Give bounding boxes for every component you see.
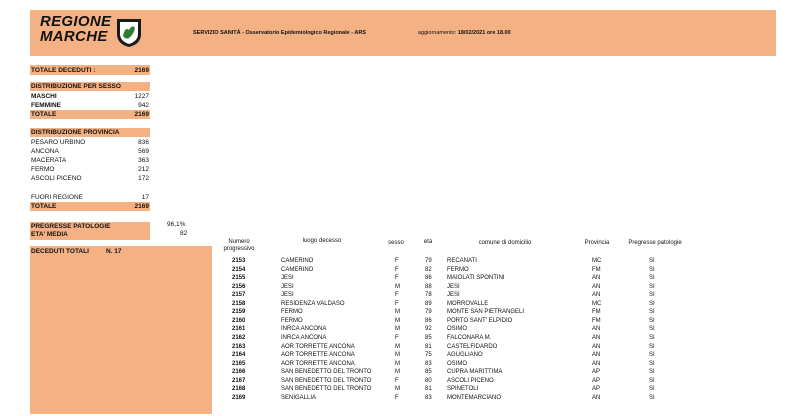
cell-sesso: F bbox=[395, 275, 399, 282]
provincia-title: DISTRIBUZIONE PROVINCIA bbox=[31, 129, 120, 136]
cell-patologie: SI bbox=[649, 369, 655, 376]
cell-provincia: AN bbox=[592, 360, 601, 367]
cell-numero: 2168 bbox=[232, 386, 246, 393]
cell-patologie: SI bbox=[649, 309, 655, 316]
cell-patologie: SI bbox=[649, 317, 655, 324]
cell-eta: 81 bbox=[425, 386, 432, 393]
provincia-value: 363 bbox=[138, 157, 149, 164]
cell-comune: SPINETOLI bbox=[447, 386, 479, 393]
cell-provincia: AN bbox=[592, 275, 601, 282]
cell-patologie: SI bbox=[649, 283, 655, 290]
provincia-label: MACERATA bbox=[31, 157, 67, 164]
sesso-total-value: 2169 bbox=[134, 111, 149, 118]
cell-sesso: F bbox=[395, 258, 399, 264]
sesso-label: FEMMINE bbox=[31, 102, 61, 109]
cell-eta: 85 bbox=[425, 369, 432, 376]
cell-luogo: SAN BENEDETTO DEL TRONTO bbox=[281, 386, 372, 393]
provincia-row bbox=[31, 147, 149, 156]
eta-media-value: 82 bbox=[180, 230, 188, 237]
patologie-label: PREGRESSE PATOLOGIE bbox=[31, 223, 111, 230]
regione-marche-logo bbox=[40, 14, 150, 52]
update-info bbox=[418, 30, 511, 36]
sesso-row-femmine bbox=[31, 101, 149, 110]
cell-numero: 2167 bbox=[232, 377, 246, 384]
cell-luogo: AOR TORRETTE ANCONA bbox=[281, 343, 355, 350]
cell-luogo: SAN BENEDETTO DEL TRONTO bbox=[281, 369, 372, 376]
cell-luogo: CAMERINO bbox=[281, 266, 314, 273]
provincia-row bbox=[31, 174, 149, 183]
cell-comune: MONTEMARCIANO bbox=[447, 394, 501, 401]
cell-numero: 2159 bbox=[232, 309, 246, 316]
cell-luogo: SAN BENEDETTO DEL TRONTO bbox=[281, 377, 372, 384]
cell-patologie: SI bbox=[649, 326, 655, 333]
cell-patologie: SI bbox=[649, 394, 655, 401]
cell-luogo: FERMO bbox=[281, 309, 303, 316]
cell-numero: 2169 bbox=[232, 394, 246, 401]
cell-luogo: AOR TORRETTE ANCONA bbox=[281, 352, 355, 359]
totale-deceduti-label: TOTALE DECEDUTI : bbox=[31, 67, 96, 74]
sesso-total-label: TOTALE bbox=[31, 111, 57, 118]
cell-patologie: SI bbox=[649, 377, 655, 384]
cell-provincia: MC bbox=[592, 258, 602, 264]
header-provincia: Provincia bbox=[584, 240, 610, 246]
provincia-value: 836 bbox=[138, 139, 149, 146]
cell-provincia: AN bbox=[592, 343, 601, 350]
cell-sesso: F bbox=[395, 394, 399, 401]
cell-comune: OSIMO bbox=[447, 326, 468, 333]
cell-sesso: M bbox=[395, 352, 400, 359]
cell-numero: 2154 bbox=[232, 266, 246, 273]
provincia-row bbox=[31, 156, 149, 165]
header-banner bbox=[30, 10, 776, 56]
cell-sesso: M bbox=[395, 343, 400, 350]
cell-sesso: M bbox=[395, 317, 400, 324]
cell-eta: 92 bbox=[425, 326, 432, 333]
cell-eta: 75 bbox=[425, 352, 432, 359]
update-label: aggiornamento: bbox=[418, 30, 457, 36]
provincia-row bbox=[31, 138, 149, 147]
cell-luogo: JESI bbox=[281, 292, 294, 299]
cell-provincia: AP bbox=[592, 369, 601, 376]
cell-comune: JESI bbox=[447, 283, 460, 290]
cell-sesso: F bbox=[395, 334, 399, 341]
sesso-label: MASCHI bbox=[31, 93, 57, 100]
cell-numero: 2164 bbox=[232, 352, 246, 359]
cell-comune: JESI bbox=[447, 292, 460, 299]
deceduti-totali-box bbox=[30, 246, 212, 414]
cell-numero: 2163 bbox=[232, 343, 246, 350]
service-title: SERVIZIO SANITÀ - Osservatorio Epidemiologico Regionale - ARS bbox=[193, 30, 366, 36]
provincia-total-value: 2169 bbox=[134, 203, 149, 210]
totale-deceduti-row bbox=[31, 66, 149, 75]
cell-eta: 82 bbox=[425, 266, 432, 273]
cell-numero: 2153 bbox=[232, 258, 246, 264]
cell-eta: 83 bbox=[425, 360, 432, 367]
cell-comune: FERMO bbox=[447, 266, 469, 273]
cell-provincia: AP bbox=[592, 377, 601, 384]
cell-provincia: AN bbox=[592, 326, 601, 333]
cell-provincia: AN bbox=[592, 352, 601, 359]
totale-deceduti-value: 2169 bbox=[134, 67, 149, 74]
cell-numero: 2158 bbox=[232, 300, 246, 307]
header-patologie: Pregresse patologie bbox=[628, 240, 682, 246]
provincia-label: ASCOLI PICENO bbox=[31, 175, 82, 182]
cell-provincia: FM bbox=[592, 266, 601, 273]
cell-patologie: SI bbox=[649, 352, 655, 359]
provincia-label: FERMO bbox=[31, 166, 55, 173]
cell-eta: 85 bbox=[425, 334, 432, 341]
cell-sesso: M bbox=[395, 309, 400, 316]
cell-eta: 80 bbox=[425, 377, 432, 384]
cell-patologie: SI bbox=[649, 386, 655, 393]
cell-patologie: SI bbox=[649, 360, 655, 367]
cell-luogo: RESIDENZA VALDASO bbox=[281, 300, 345, 307]
cell-comune: MORROVALLE bbox=[447, 300, 489, 307]
cell-sesso: M bbox=[395, 283, 400, 290]
cell-comune: CASTELFIDARDO bbox=[447, 343, 498, 350]
cell-eta: 88 bbox=[425, 283, 432, 290]
cell-sesso: M bbox=[395, 360, 400, 367]
cell-provincia: AN bbox=[592, 283, 601, 290]
patologie-value: 96,1% bbox=[167, 221, 186, 228]
sesso-row-maschi bbox=[31, 92, 149, 101]
cell-luogo: JESI bbox=[281, 283, 294, 290]
cell-comune: ASCOLI PICENO bbox=[447, 377, 494, 384]
cell-eta: 86 bbox=[425, 317, 432, 324]
cell-eta: 79 bbox=[425, 309, 432, 316]
cell-numero: 2162 bbox=[232, 334, 246, 341]
cell-eta: 89 bbox=[425, 300, 432, 307]
fuori-regione-value: 17 bbox=[141, 194, 149, 201]
cell-numero: 2160 bbox=[232, 317, 246, 324]
sesso-value: 1227 bbox=[134, 93, 149, 100]
provincia-value: 212 bbox=[138, 166, 149, 173]
cell-patologie: SI bbox=[649, 266, 655, 273]
provincia-value: 569 bbox=[138, 148, 149, 155]
cell-provincia: AN bbox=[592, 394, 601, 401]
cell-provincia: AN bbox=[592, 334, 601, 341]
cell-numero: 2166 bbox=[232, 369, 246, 376]
regione-emblem-icon bbox=[114, 16, 144, 48]
logo-line-2: MARCHE bbox=[40, 28, 108, 45]
sesso-total-row bbox=[31, 110, 149, 119]
header-eta: età bbox=[423, 239, 433, 245]
provincia-total-row bbox=[31, 202, 149, 211]
cell-sesso: F bbox=[395, 292, 399, 299]
header-sesso: sesso bbox=[388, 240, 404, 246]
cell-patologie: SI bbox=[649, 300, 655, 307]
provincia-label: ANCONA bbox=[31, 148, 59, 155]
cell-numero: 2165 bbox=[232, 360, 246, 367]
cell-eta: 81 bbox=[425, 343, 432, 350]
cell-sesso: F bbox=[395, 377, 399, 384]
cell-provincia: AN bbox=[592, 292, 601, 299]
cell-numero: 2157 bbox=[232, 292, 246, 299]
cell-sesso: M bbox=[395, 386, 400, 393]
cell-comune: OSIMO bbox=[447, 360, 468, 367]
cell-comune: AGUGLIANO bbox=[447, 352, 483, 359]
cell-patologie: SI bbox=[649, 343, 655, 350]
eta-media-label: ETA' MEDIA bbox=[31, 231, 68, 238]
cell-comune: RECANATI bbox=[447, 258, 477, 264]
deceduti-totali-label: DECEDUTI TOTALI bbox=[31, 248, 89, 255]
deceduti-totali-value: N. 17 bbox=[106, 248, 122, 255]
cell-sesso: F bbox=[395, 266, 399, 273]
cell-comune: FALCONARA M. bbox=[447, 334, 492, 341]
cell-provincia: FM bbox=[592, 317, 601, 324]
cell-eta: 86 bbox=[425, 275, 432, 282]
cell-luogo: CAMERINO bbox=[281, 258, 314, 264]
cell-comune: PORTO SANT' ELPIDIO bbox=[447, 317, 513, 324]
cell-provincia: MC bbox=[592, 300, 602, 307]
cell-luogo: JESI bbox=[281, 275, 294, 282]
provincia-value: 172 bbox=[138, 175, 149, 182]
update-value: 18/02/2021 ore 18.00 bbox=[457, 30, 511, 36]
sesso-title: DISTRIBUZIONE PER SESSO bbox=[31, 83, 121, 90]
cell-luogo: FERMO bbox=[281, 317, 303, 324]
cell-numero: 2155 bbox=[232, 275, 246, 282]
fuori-regione-label: FUORI REGIONE bbox=[31, 194, 84, 201]
cell-numero: 2161 bbox=[232, 326, 246, 333]
cell-provincia: AP bbox=[592, 386, 601, 393]
cell-patologie: SI bbox=[649, 334, 655, 341]
cell-sesso: F bbox=[395, 300, 399, 307]
header-luogo: luogo decesso bbox=[302, 238, 342, 244]
logo-line-1: REGIONE bbox=[40, 13, 112, 30]
cell-luogo: AOR TORRETTE ANCONA bbox=[281, 360, 355, 367]
provincia-row bbox=[31, 165, 149, 174]
header-comune: comune di domicilio bbox=[478, 240, 532, 246]
cell-patologie: SI bbox=[649, 292, 655, 299]
cell-comune: CUPRA MARITTIMA bbox=[447, 369, 503, 376]
provincia-label: PESARO URBINO bbox=[31, 139, 86, 146]
provincia-total-label: TOTALE bbox=[31, 203, 57, 210]
cell-luogo: INRCA ANCONA bbox=[281, 334, 327, 341]
cell-eta: 79 bbox=[425, 258, 432, 264]
cell-comune: MAIOLATI SPONTINI bbox=[447, 275, 505, 282]
cell-luogo: INRCA ANCONA bbox=[281, 326, 327, 333]
cell-luogo: SENIGALLIA bbox=[281, 394, 317, 401]
cell-comune: MONTE SAN PIETRANGELI bbox=[447, 309, 525, 316]
header-numero: Numero progressivo bbox=[223, 239, 255, 252]
cell-patologie: SI bbox=[649, 275, 655, 282]
sesso-value: 942 bbox=[138, 102, 149, 109]
cell-provincia: FM bbox=[592, 309, 601, 316]
cell-eta: 83 bbox=[425, 394, 432, 401]
cell-patologie: SI bbox=[649, 258, 655, 264]
cell-sesso: M bbox=[395, 369, 400, 376]
fuori-regione-row bbox=[31, 193, 149, 202]
cell-eta: 78 bbox=[425, 292, 432, 299]
cell-numero: 2156 bbox=[232, 283, 246, 290]
cell-sesso: M bbox=[395, 326, 400, 333]
